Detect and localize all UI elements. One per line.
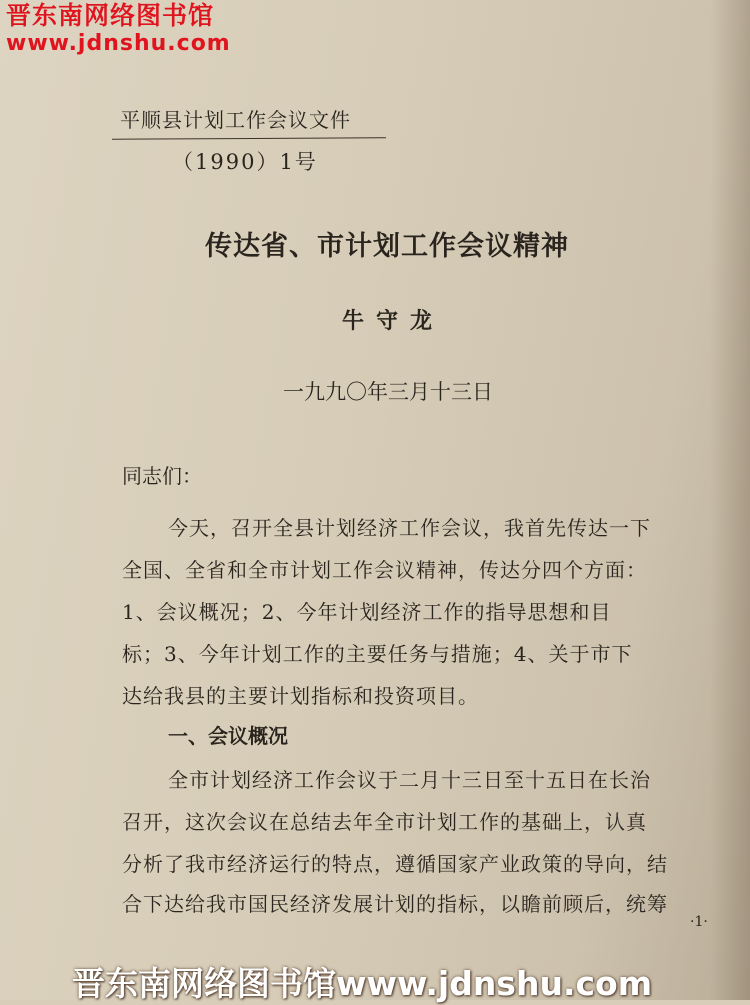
page-edge-shadow <box>710 0 750 1000</box>
watermark-site-name: 晋东南网络图书馆 <box>6 1 215 30</box>
header-organization: 平顺县计划工作会议文件 <box>120 108 351 132</box>
paragraph-line: 1、会议概况；2、今年计划经济工作的指导思想和目 <box>122 600 612 624</box>
document-number: （1990）1号 <box>172 150 318 174</box>
page-number: ·1· <box>690 914 708 930</box>
watermark-top <box>6 2 231 56</box>
watermark-site-url: www.jdnshu.com <box>6 30 231 56</box>
document-author: 牛守龙 <box>342 308 445 334</box>
document-date: 一九九〇年三月十三日 <box>283 380 493 404</box>
paragraph-line: 召开，这次会议在总结去年全市计划工作的基础上，认真 <box>122 810 647 834</box>
paragraph-line: 标；3、今年计划工作的主要任务与措施；4、关于市下 <box>122 642 633 666</box>
paragraph-line: 合下达给我市国民经济发展计划的指标，以瞻前顾后，统筹 <box>122 892 668 916</box>
paragraph-line: 全市计划经济工作会议于二月十三日至十五日在长治 <box>168 768 651 792</box>
paragraph-line: 达给我县的主要计划指标和投资项目。 <box>122 684 479 708</box>
paragraph-line: 今天，召开全县计划经济工作会议，我首先传达一下 <box>168 516 651 540</box>
watermark-footer: 晋东南网络图书馆www.jdnshu.com <box>72 964 653 1003</box>
paragraph-line: 分析了我市经济运行的特点，遵循国家产业政策的导向，结 <box>122 852 668 876</box>
salutation: 同志们： <box>122 464 202 488</box>
document-title: 传达省、市计划工作会议精神 <box>205 231 569 262</box>
paragraph-line: 全国、全省和全市计划工作会议精神，传达分四个方面： <box>122 558 647 582</box>
section-heading: 一、会议概况 <box>168 724 288 748</box>
